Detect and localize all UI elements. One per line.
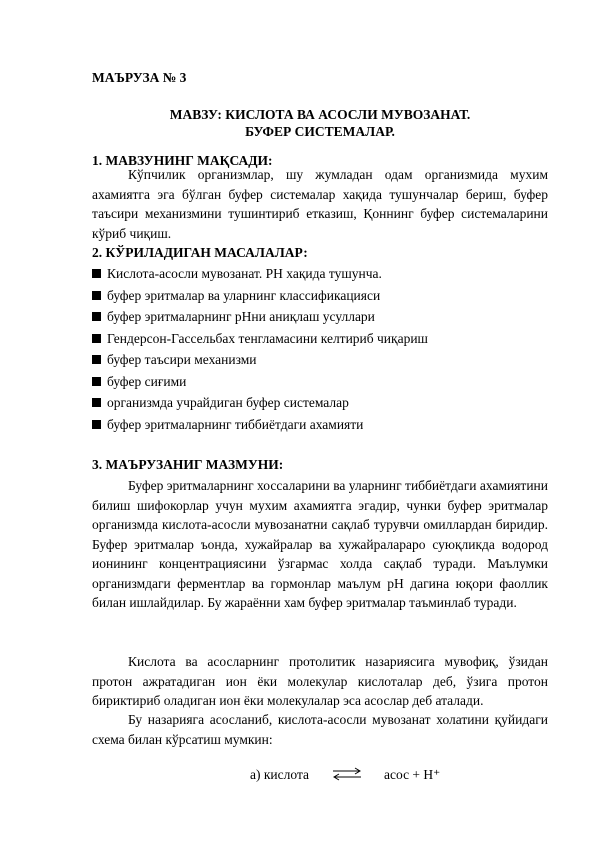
list-item: буфер эритмаларнинг тиббиётдаги ахамияти (92, 414, 428, 436)
list-item: Гендерсон-Гассельбах тенгламасини келтириб чиқариш (92, 328, 428, 350)
section2-heading: 2. КЎРИЛАДИГАН МАСАЛАЛАР: (92, 245, 308, 260)
section1-heading: 1. МАВЗУНИНГ МАҚСАДИ: (92, 153, 273, 168)
section3-paragraph-3: Бу назарияга асосланиб, кислота-асосли мувозанат холатини қуйидаги схема билан кўрсатиш мумкин: (92, 712, 548, 747)
bullet-square-icon (92, 291, 101, 300)
bullet-square-icon (92, 269, 101, 278)
topic-title-line1: МАВЗУ: КИСЛОТА ВА АСОСЛИ МУВОЗАНАТ. (169, 107, 471, 122)
bullet-square-icon (92, 377, 101, 386)
equilibrium-arrows-icon (331, 766, 363, 782)
lecture-number: МАЪРУЗА № 3 (92, 70, 187, 85)
topic-title-line2: БУФЕР СИСТЕМАЛАР. (245, 124, 395, 139)
bullet-square-icon (92, 312, 101, 321)
section3-paragraph-1: Буфер эритмаларнинг хоссаларини ва уларнинг тиббиётдаги ахамиятини билиш шифокорлар учун мухим ахамиятга эгадир, чунки буфер эритмалар организмда кислота-асосли мувозанатни сақлаб турувчи омиллардан биридир. Буфер эритмалар ъонда, хужайралар ва хужайралараро суюқликда водород ионининг концентрациясини ўзгармас холда сақлаб туради. Маълумки организмдаги ферментлар ва гормонлар маълум pH дагина юқори фаоллик билан ишлайдилар. Бу жараённи хам буфер эритмалар таъминлаб туради. (92, 478, 548, 610)
bullet-square-icon (92, 334, 101, 343)
equation-right: асос + H⁺ (384, 767, 441, 782)
list-item: Кислота-асосли мувозанат. PH хақида тушунча. (92, 263, 428, 285)
list-item: организмда учрайдиган буфер системалар (92, 392, 428, 414)
section1-paragraph: Кўпчилик организмлар, шу жумладан одам организмида мухим ахамиятга эга бўлган буфер системалар хақида тушунчалар бериш, буфер таъсири механизмини тушинтириб етказиш, Қоннинг буфер системаларини кўриб чиқиш. (92, 167, 548, 241)
bullet-square-icon (92, 398, 101, 407)
list-item: буфер сиғими (92, 371, 428, 393)
section3-paragraph-2: Кислота ва асосларнинг протолитик назариясига мувофиқ, ўзидан протон ажратадиган ион ёки молекулар кислоталар деб, ўзига протон бириктириб оладиган ион ёки молекулалар эса асослар деб аталади. (92, 654, 548, 708)
bullet-square-icon (92, 420, 101, 429)
issues-list (92, 263, 428, 435)
list-item: буфер таъсири механизми (92, 349, 428, 371)
equation-left: а) кислота (250, 767, 310, 782)
bullet-square-icon (92, 355, 101, 364)
section3-heading: 3. МАЪРУЗАНИГ МАЗМУНИ: (92, 457, 284, 472)
list-item: буфер эритмаларнинг pHни аниқлаш усуллари (92, 306, 428, 328)
list-item: буфер эритмалар ва уларнинг классификацияси (92, 285, 428, 307)
